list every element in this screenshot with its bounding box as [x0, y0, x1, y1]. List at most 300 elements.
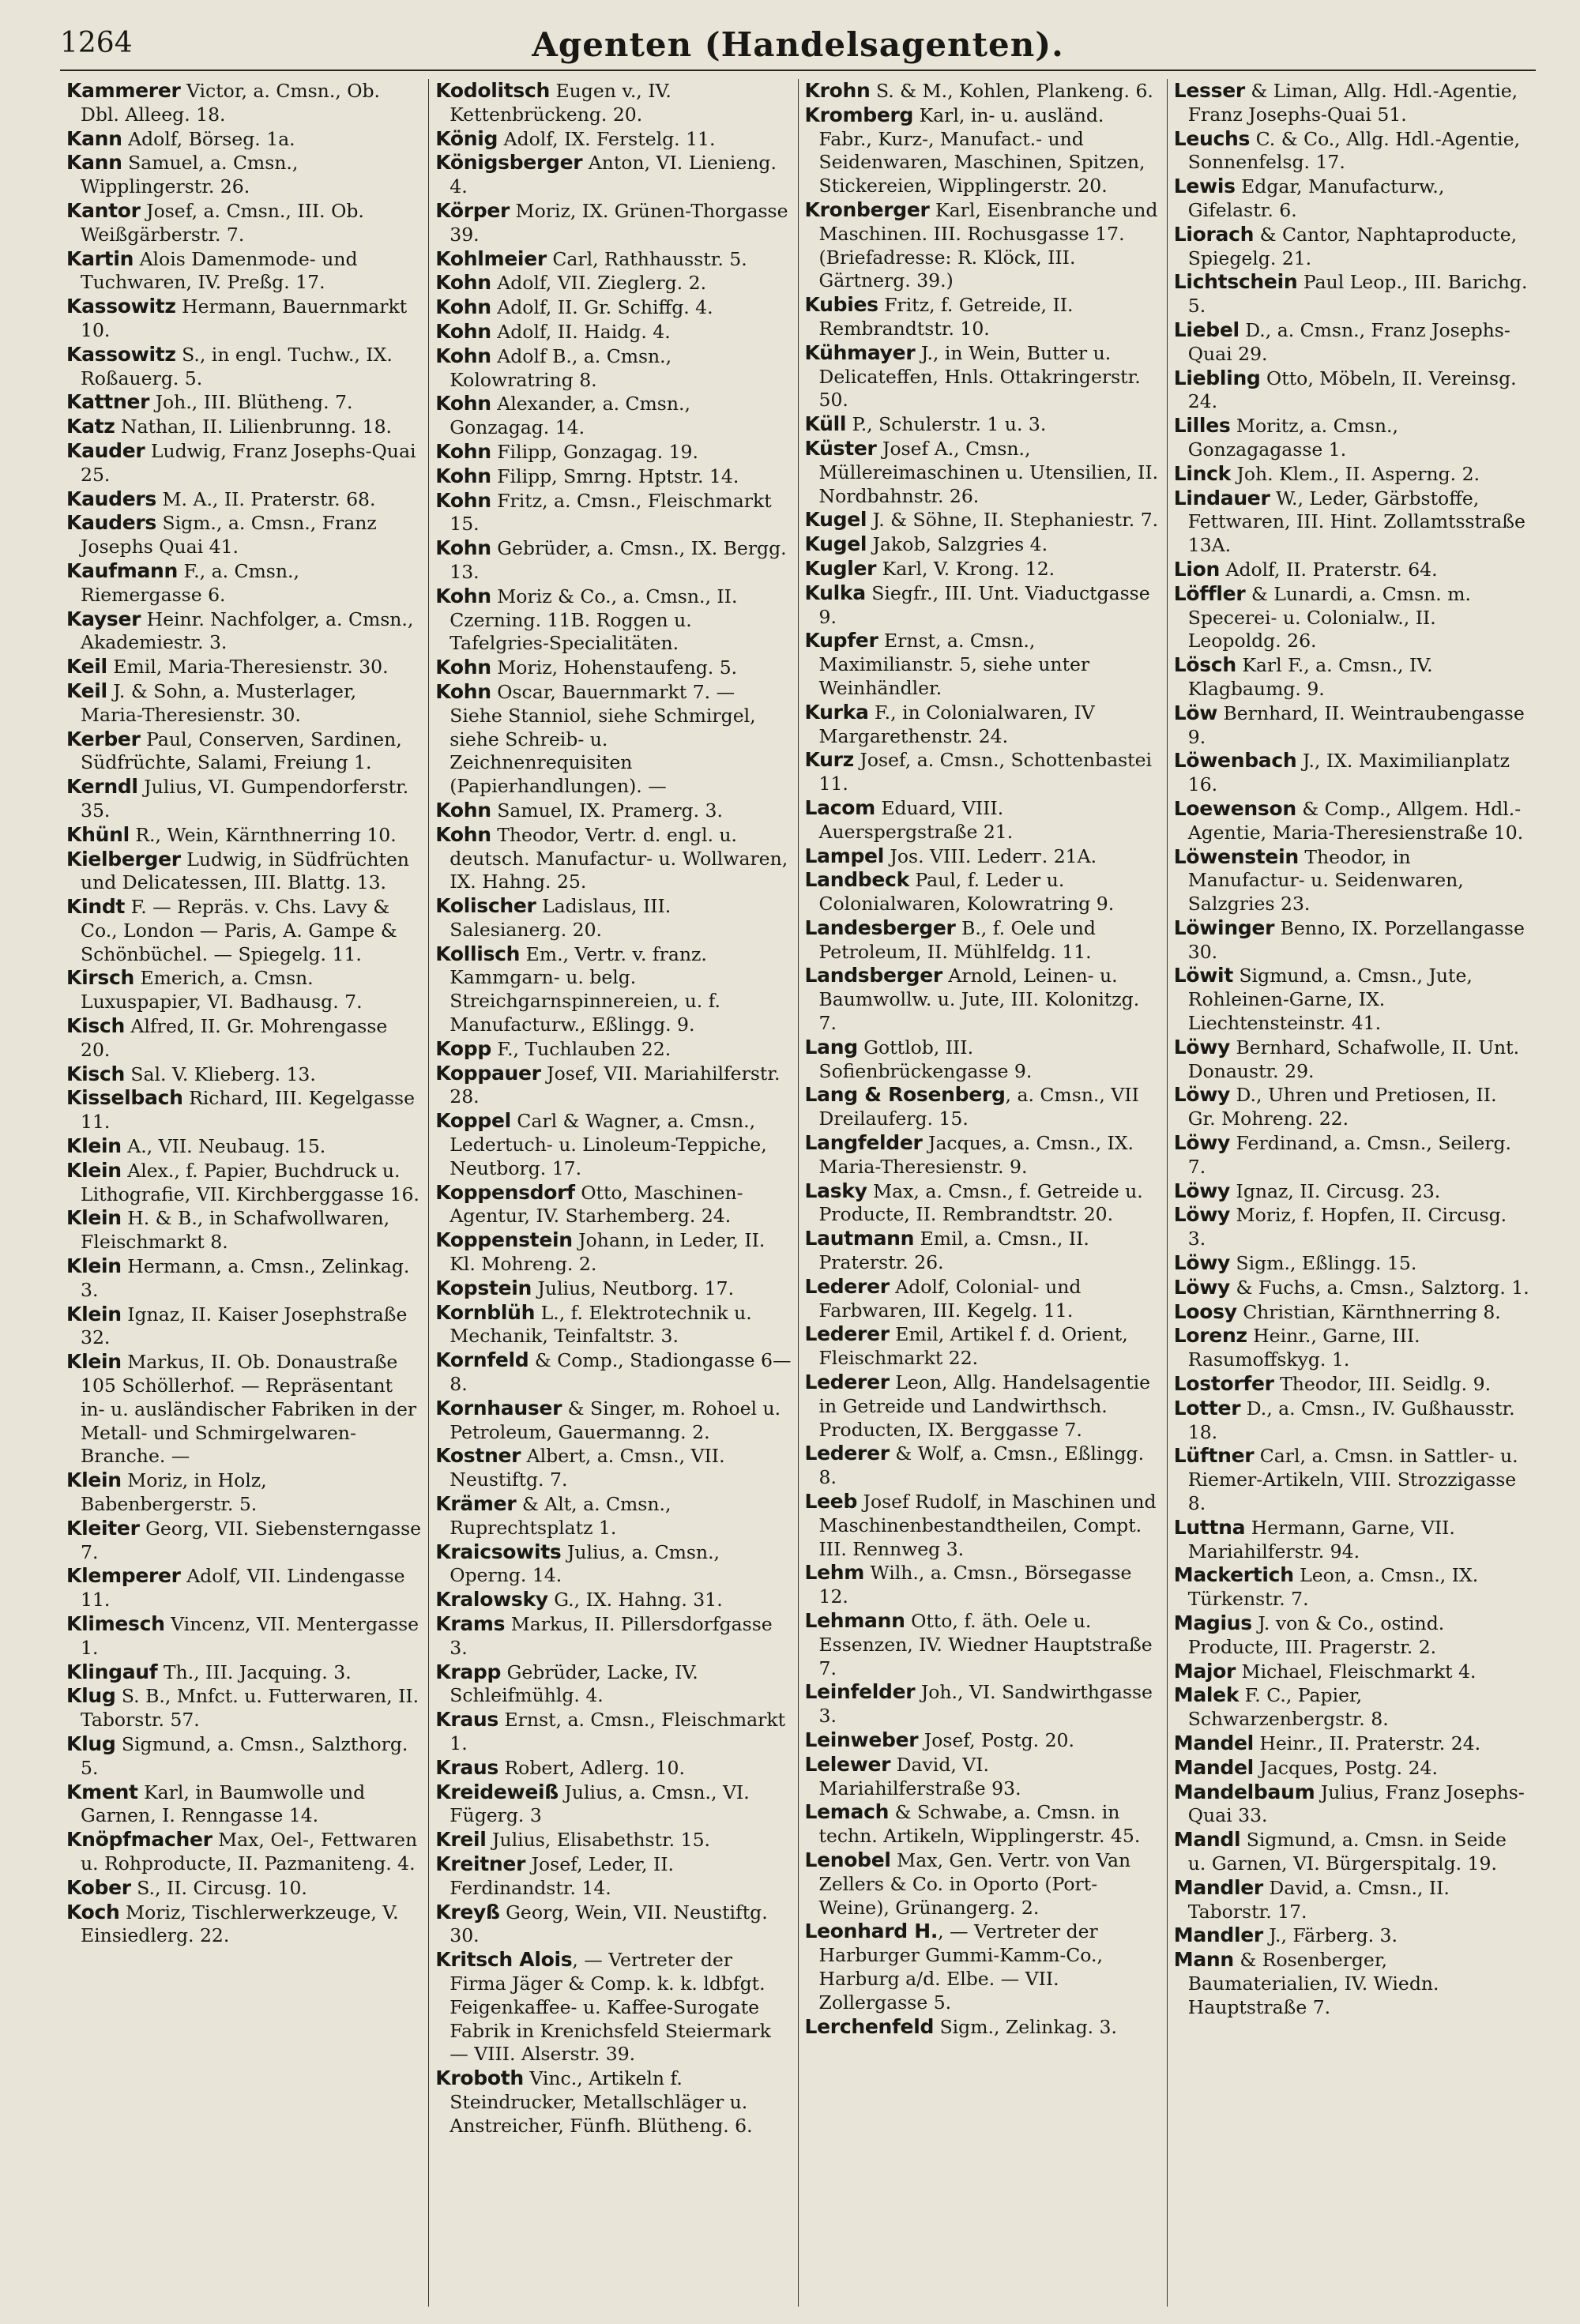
entry-name: Kisch — [66, 1062, 125, 1085]
entry-name: Kohn — [435, 822, 491, 846]
directory-entry — [1174, 653, 1529, 701]
directory-entry — [435, 1109, 791, 1180]
entry-details: Adolf, IX. Ferstelg. 11. — [498, 127, 716, 150]
entry-details: Adolf B., a. Cmsn., Kolowratring 8. — [450, 344, 672, 391]
entry-name: Lorenz — [1173, 1324, 1247, 1348]
entry-details: Bernhard, Schafwolle, II. Unt. Donaustr. 29. — [1187, 1036, 1520, 1082]
entry-name: Kronberger — [804, 197, 930, 221]
directory-entry — [435, 1228, 791, 1277]
entry-name: Mandel — [1173, 1755, 1254, 1779]
directory-entry — [805, 701, 1161, 749]
entry-details: Otto, f. äth. Oele u. Essenzen, IV. Wiedner Hauptstraße 7. — [818, 1610, 1153, 1679]
entry-name: Knöpfmacher — [66, 1828, 213, 1852]
directory-entry — [1174, 367, 1529, 415]
directory-entry — [435, 1492, 791, 1540]
directory-entry — [1174, 749, 1529, 797]
entry-name: Koppel — [435, 1109, 511, 1133]
entry-name: Kornfeld — [435, 1348, 529, 1372]
entry-name: Lemach — [804, 1800, 890, 1824]
entry-name: Kreil — [435, 1828, 487, 1852]
entry-details: Sigmund, a. Cmsn. in Seide u. Garnen, VI. Bürgerspitalg. 19. — [1187, 1829, 1507, 1875]
entry-details: Sal. V. Klieberg. 13. — [124, 1062, 316, 1085]
directory-columns — [60, 79, 1536, 2307]
directory-entry — [435, 1540, 791, 1589]
entry-details: Karl, V. Krong. 12. — [876, 557, 1055, 580]
entry-name: Malek — [1173, 1683, 1240, 1707]
entry-details: Siegfr., III. Unt. Viaductgasse 9. — [818, 581, 1150, 628]
entry-details: F., Tuchlauben 22. — [491, 1037, 672, 1060]
entry-details: W., Leder, Gärbstoffe, Fettwaren, III. Hint. Zollamtsstraße 13A. — [1187, 487, 1525, 557]
directory-entry — [1174, 1276, 1529, 1300]
entry-details: Sigm., Eßlingg. 15. — [1230, 1252, 1417, 1275]
entry-details: Otto, Möbeln, II. Vereinsg. 24. — [1187, 367, 1517, 413]
entry-details: Heinr., II. Praterstr. 24. — [1253, 1732, 1481, 1754]
entry-details: Julius, VI. Gumpendorferstr. 35. — [81, 776, 409, 822]
entry-name: Krämer — [435, 1492, 517, 1516]
directory-entry — [435, 2066, 791, 2138]
entry-details: P., Schulerstr. 1 u. 3. — [846, 413, 1047, 436]
entry-name: Lenobel — [804, 1848, 891, 1871]
entry-details: Josef, VII. Mariahilferstr. 28. — [450, 1062, 781, 1108]
directory-entry — [66, 247, 422, 295]
entry-name: Lacom — [804, 795, 875, 819]
entry-name: Landbeck — [804, 868, 909, 892]
entry-details: , a. Cmsn., VII Dreilauferg. 15. — [818, 1084, 1139, 1130]
entry-name: Kauder — [66, 438, 145, 462]
entry-name: Kohn — [435, 295, 491, 319]
entry-name: Loosy — [1173, 1299, 1237, 1323]
directory-entry — [435, 1037, 791, 1062]
directory-entry — [66, 439, 422, 487]
entry-details: & Comp., Stadiongasse 6—8. — [450, 1349, 792, 1396]
entry-details: J., Färberg. 3. — [1262, 1924, 1398, 1947]
entry-details: Hermann, Garne, VII. Mariahilferstr. 94. — [1187, 1516, 1455, 1562]
directory-entry — [66, 679, 422, 728]
entry-name: Linck — [1173, 461, 1231, 485]
directory-entry — [1174, 1444, 1529, 1515]
directory-entry — [435, 320, 791, 344]
entry-details: Ladislaus, III. Salesianerg. 20. — [450, 895, 672, 941]
entry-name: Lederer — [804, 1322, 890, 1346]
entry-details: Ignaz, II. Circusg. 23. — [1230, 1179, 1441, 1202]
entry-name: Kerndl — [66, 775, 138, 799]
directory-entry — [1174, 1036, 1529, 1084]
directory-entry — [435, 271, 791, 295]
directory-entry — [66, 1159, 422, 1207]
entry-name: Kritsch Alois — [435, 1948, 573, 1972]
directory-entry — [805, 629, 1161, 700]
entry-details: Leon, Allg. Handelsagentie in Getreide und Landwirthsch. Producten, IX. Berggasse 7. — [818, 1371, 1151, 1441]
entry-name: Krohn — [804, 79, 871, 102]
entry-details: Karl, in- u. ausländ. Fabr., Kurz-, Manufact.- und Seidenwaren, Maschinen, Spitzen, Stickereien, Wipplingerstr. 20. — [818, 103, 1146, 197]
directory-entry — [1174, 1397, 1529, 1445]
entry-details: H. & B., in Schafwollwaren, Fleischmarkt 8. — [81, 1207, 390, 1254]
column-3 — [799, 79, 1168, 2307]
directory-entry — [1174, 558, 1529, 582]
entry-name: Lehm — [804, 1561, 865, 1585]
entry-name: Koppenstein — [435, 1228, 573, 1252]
entry-name: Lilles — [1173, 414, 1231, 438]
directory-entry — [66, 199, 422, 247]
entry-name: Kugel — [804, 508, 867, 532]
directory-entry — [805, 341, 1161, 412]
entry-details: J. von & Co., ostind. Producte, III. Pragerstr. 2. — [1187, 1612, 1445, 1658]
directory-entry — [66, 1206, 422, 1254]
entry-details: Max, Oel-, Fettwaren u. Rohproducte, II. Pazmanitеng. 4. — [81, 1829, 418, 1875]
entry-details: , — Vertreter der Harburger Gummi-Kamm-Co., Harburg a/d. Elbe. — VII. Zollergasse 5. — [818, 1920, 1103, 2014]
entry-details: Paul, Conserven, Sardinen, Südfrüchte, Salami, Freiung 1. — [81, 728, 402, 774]
entry-details: Emil, Artikel f. d. Orient, Fleischmarkt 22. — [818, 1323, 1128, 1370]
directory-entry — [1174, 1372, 1529, 1397]
directory-entry — [805, 1036, 1161, 1084]
directory-entry — [805, 844, 1161, 869]
entry-details: Adolf, Börseg. 1a. — [122, 127, 295, 150]
entry-name: Kohn — [435, 319, 491, 343]
entry-name: Leeb — [804, 1490, 858, 1514]
directory-entry — [435, 79, 791, 127]
entry-details: Adolf, II. Haidg. 4. — [491, 320, 671, 343]
directory-entry — [805, 1848, 1161, 1920]
directory-entry — [66, 728, 422, 776]
entry-name: Liebling — [1173, 366, 1261, 389]
directory-entry — [66, 1134, 422, 1159]
directory-entry — [805, 532, 1161, 557]
entry-name: Kammerer — [66, 79, 181, 102]
entry-details: Moritz, a. Cmsn., Gonzagagasse 1. — [1187, 415, 1398, 461]
entry-name: Landsberger — [804, 964, 942, 987]
entry-details: Emil, a. Cmsn., II. Praterstr. 26. — [818, 1228, 1089, 1274]
directory-entry — [66, 127, 422, 152]
directory-entry — [435, 1444, 791, 1492]
entry-details: Th., III. Jacquing. 3. — [157, 1660, 352, 1683]
entry-details: Emerich, a. Cmsn. Luxuspapier, VI. Badhausg. 7. — [81, 967, 363, 1013]
directory-entry — [1174, 1683, 1529, 1732]
directory-entry — [435, 1588, 791, 1612]
entry-details: S., II. Circusg. 10. — [130, 1876, 307, 1899]
entry-name: Kugel — [804, 532, 867, 556]
entry-details: & Lunardi, a. Cmsn. m. Specerei- u. Colonialw., II. Leopoldg. 26. — [1187, 582, 1471, 652]
entry-details: & Fuchs, a. Cmsn., Salztorg. 1. — [1230, 1276, 1529, 1299]
directory-entry — [805, 2015, 1161, 2040]
directory-entry — [805, 103, 1161, 198]
directory-entry — [66, 295, 422, 343]
entry-details: Heinr. Nachfolger, a. Cmsn., Akademiestr. 3. — [81, 607, 414, 654]
entry-details: S. B., Mnfct. u. Futterwaren, II. Taborstr. 57. — [81, 1685, 419, 1732]
entry-name: Major — [1173, 1659, 1236, 1683]
directory-entry — [435, 199, 791, 247]
entry-name: Mackertich — [1173, 1563, 1294, 1587]
entry-details: Georg, Wein, VII. Neustiftg. 30. — [450, 1901, 768, 1947]
entry-details: Alexander, a. Cmsn., Gonzagag. 14. — [450, 393, 690, 439]
directory-entry — [805, 581, 1161, 630]
entry-details: F. — Repräs. v. Chs. Lavy & Co., London — Paris, A. Gampe & Schönbüchel. — Spiegelg. 11. — [81, 896, 397, 965]
directory-entry — [805, 1609, 1161, 1680]
directory-entry — [805, 1490, 1161, 1561]
entry-name: Koppauer — [435, 1061, 541, 1085]
directory-entry — [66, 1468, 422, 1517]
page-header — [60, 24, 1536, 71]
entry-details: Julius, Franz Josephs-Quai 33. — [1187, 1781, 1525, 1827]
entry-details: Julius, a. Cmsn., Operng. 14. — [450, 1540, 720, 1587]
directory-entry — [805, 964, 1161, 1035]
entry-name: Katz — [66, 415, 115, 438]
directory-entry — [66, 1254, 422, 1303]
directory-entry — [435, 1181, 791, 1229]
entry-name: Lostorfer — [1173, 1372, 1274, 1396]
entry-details: Julius, Neutborg. 17. — [532, 1277, 735, 1299]
directory-entry — [1174, 270, 1529, 318]
entry-details: Julius, Elisabethstr. 15. — [486, 1829, 710, 1852]
entry-name: Kirsch — [66, 966, 134, 990]
directory-entry — [435, 392, 791, 440]
directory-entry — [435, 151, 791, 199]
directory-entry — [805, 1920, 1161, 2014]
directory-entry — [66, 1876, 422, 1901]
entry-name: Kopstein — [435, 1276, 532, 1299]
entry-details: Fritz, f. Getreide, II. Rembrandtstr. 10. — [818, 294, 1074, 340]
entry-name: Lasky — [804, 1179, 867, 1202]
entry-name: Kielberger — [66, 847, 181, 871]
directory-entry — [1174, 223, 1529, 271]
directory-entry — [1174, 1781, 1529, 1829]
entry-name: Lautmann — [804, 1227, 915, 1250]
entry-details: C. & Co., Allg. Hdl.-Agentie, Sonnenfelsg. 17. — [1187, 127, 1521, 174]
entry-details: D., a. Cmsn., Franz Josephs-Quai 29. — [1187, 318, 1510, 365]
directory-entry — [805, 557, 1161, 581]
entry-details: Paul, f. Leder u. Colonialwaren, Kolowratring 9. — [818, 869, 1115, 916]
entry-name: Kralowsky — [435, 1588, 548, 1611]
directory-entry — [805, 198, 1161, 293]
entry-details: Gebrüder, Lacke, IV. Schleifmühlg. 4. — [450, 1660, 698, 1707]
entry-details: A., VII. Neubaug. 15. — [121, 1135, 326, 1158]
entry-details: Filipp, Gonzagag. 19. — [491, 440, 698, 463]
directory-entry — [805, 412, 1161, 437]
entry-name: Kauders — [66, 487, 157, 510]
entry-name: Kattner — [66, 390, 150, 414]
entry-details: Josef, Postg. 20. — [918, 1728, 1074, 1751]
entry-name: Kann — [66, 151, 122, 175]
entry-details: Heinr., Garne, III. Rasumoffskyg. 1. — [1187, 1325, 1420, 1371]
entry-details: Adolf, VII. Zieglerg. 2. — [491, 272, 707, 295]
entry-name: Lösch — [1173, 653, 1236, 677]
directory-entry — [1174, 1828, 1529, 1876]
entry-name: Küll — [804, 412, 847, 436]
entry-name: Mandelbaum — [1173, 1780, 1315, 1803]
entry-name: Kugler — [804, 556, 877, 580]
entry-name: Leinfelder — [804, 1680, 916, 1704]
entry-name: Kisselbach — [66, 1086, 183, 1110]
entry-details: Paul Leop., III. Barichg. 5. — [1187, 271, 1528, 318]
entry-details: Johann, in Leder, II. Kl. Mohreng. 2. — [450, 1229, 766, 1276]
directory-entry — [805, 1083, 1161, 1131]
entry-name: Lewis — [1173, 175, 1236, 198]
entry-name: Kohn — [435, 464, 491, 487]
directory-entry — [66, 151, 422, 199]
directory-entry — [66, 1828, 422, 1876]
entry-name: Keil — [66, 655, 107, 679]
entry-name: Mandl — [1173, 1828, 1241, 1852]
entry-name: Kassowitz — [66, 295, 176, 318]
entry-details: Karl F., a. Cmsn., IV. Klagbaumg. 9. — [1187, 654, 1433, 700]
entry-name: Kleiter — [66, 1516, 140, 1540]
directory-entry — [66, 559, 422, 607]
entry-details: J., in Wein, Butter u. Delicateffen, Hnls. Ottakringerstr. 50. — [818, 341, 1141, 412]
entry-name: Klug — [66, 1732, 116, 1755]
entry-name: Löwy — [1173, 1083, 1231, 1107]
directory-entry — [1174, 79, 1529, 127]
directory-entry — [805, 796, 1161, 844]
directory-entry — [66, 823, 422, 848]
entry-details: Edgar, Manufacturw., Gifelastr. 6. — [1187, 175, 1445, 221]
entry-details: Eugen v., IV. Kettenbrückeng. 20. — [450, 80, 672, 126]
entry-details: Theodor, Vertr. d. engl. u. deutsch. Manufactur- u. Wollwaren, IX. Hahng. 25. — [450, 823, 788, 893]
entry-details: Oscar, Bauernmarkt 7. — Siehe Stanniol, siehe Schmirgel, siehe Schreib- u. Zeichnenrequisiten (Papierhandlungen). — — [450, 680, 756, 798]
entry-name: Löwy — [1173, 1179, 1231, 1202]
directory-entry — [435, 247, 791, 272]
entry-details: F. C., Papier, Schwarzenbergstr. 8. — [1187, 1684, 1389, 1731]
entry-details: J., IX. Maximilianplatz 16. — [1187, 750, 1510, 796]
directory-entry — [1174, 487, 1529, 558]
entry-name: Kartin — [66, 246, 134, 270]
entry-name: Koppensdorf — [435, 1180, 575, 1204]
entry-name: Mandler — [1173, 1924, 1263, 1947]
directory-entry — [435, 295, 791, 320]
entry-name: Mann — [1173, 1948, 1234, 1972]
entry-name: Löwy — [1173, 1275, 1231, 1299]
directory-entry — [1174, 1611, 1529, 1660]
directory-entry — [1174, 1660, 1529, 1684]
entry-name: Koch — [66, 1900, 120, 1924]
directory-entry — [435, 1756, 791, 1781]
entry-name: Kassowitz — [66, 342, 176, 366]
entry-name: Kornblüh — [435, 1300, 536, 1324]
entry-details: Moriz, Hohenstaufeng. 5. — [491, 656, 738, 679]
entry-details: Jos. VIII. Lederг. 21A. — [883, 844, 1097, 867]
entry-details: Jacques, a. Cmsn., IX. Maria-Theresienstr. 9. — [818, 1132, 1134, 1178]
directory-entry — [1174, 127, 1529, 175]
directory-entry — [805, 1680, 1161, 1728]
entry-details: Alois Damenmode- und Tuchwaren, IV. Preßg. 17. — [81, 247, 358, 294]
directory-entry — [805, 293, 1161, 341]
directory-entry — [435, 1852, 791, 1901]
entry-details: Vincenz, VII. Mentergasse 1. — [81, 1613, 419, 1659]
entry-details: Moriz, in Holz, Babenbergerstr. 5. — [81, 1469, 267, 1516]
directory-entry — [66, 390, 422, 415]
directory-entry — [66, 1062, 422, 1087]
entry-details: Sigmund, a. Cmsn., Jute, Rohleinen-Garne, IX. Liechtensteinstr. 41. — [1187, 965, 1473, 1035]
entry-details: F., a. Cmsn., Riemergasse 6. — [81, 559, 299, 606]
entry-name: Kurka — [804, 700, 869, 724]
entry-details: L., f. Elektrotechnik u. Mechanik, Teinfaltstr. 3. — [450, 1301, 752, 1348]
entry-details: Adolf, II. Gr. Schiffg. 4. — [491, 296, 713, 319]
directory-entry — [66, 655, 422, 679]
entry-details: Ludwig, Franz Josephs-Quai 25. — [81, 439, 416, 486]
entry-name: Lehmann — [804, 1609, 905, 1632]
directory-entry — [66, 1901, 422, 1949]
page-title: Agenten (Handelsagenten). — [532, 25, 1064, 64]
entry-details: Carl, a. Cmsn. in Sattler- u. Riemer-Artikeln, VIII. Strozzigasse 8. — [1187, 1445, 1518, 1515]
entry-name: Körper — [435, 198, 510, 222]
entry-name: Löwinger — [1173, 916, 1275, 939]
entry-details: M. A., II. Praterstr. 68. — [156, 487, 376, 510]
entry-name: Langfelder — [804, 1131, 923, 1155]
directory-entry — [1174, 1300, 1529, 1325]
entry-details: Karl, in Baumwolle und Garnen, I. Renngasse 14. — [81, 1781, 366, 1827]
entry-name: Kohn — [435, 439, 491, 463]
entry-name: Lederer — [804, 1442, 890, 1465]
entry-details: Leon, a. Cmsn., IX. Türkenstr. 7. — [1187, 1564, 1479, 1611]
directory-entry — [1174, 1563, 1529, 1611]
directory-entry — [66, 415, 422, 439]
directory-entry — [1174, 1083, 1529, 1131]
entry-name: Kohn — [435, 392, 491, 416]
entry-details: Theodor, III. Seidlg. 9. — [1273, 1373, 1492, 1396]
entry-details: & Singer, m. Rohoel u. Petroleum, Gauermanng. 2. — [450, 1397, 781, 1443]
entry-details: Joh., III. Blütheng. 7. — [149, 391, 353, 414]
entry-name: Kraus — [435, 1708, 499, 1732]
entry-details: Nathan, II. Lilienbrunng. 18. — [115, 416, 392, 438]
directory-entry — [66, 895, 422, 966]
entry-name: Löwy — [1173, 1131, 1231, 1155]
entry-name: Kober — [66, 1875, 131, 1899]
directory-entry — [435, 1277, 791, 1301]
entry-details: Moriz, Tischlerwerkzeuge, V. Einsiedlerg. 22. — [81, 1901, 399, 1947]
directory-entry — [1174, 964, 1529, 1035]
entry-details: Hermann, a. Cmsn., Zelinkag. 3. — [81, 1255, 410, 1301]
entry-details: Alfred, II. Gr. Mohrengasse 20. — [81, 1015, 388, 1061]
entry-details: & Wolf, a. Cmsn., Eßlingg. 8. — [818, 1442, 1145, 1489]
directory-entry — [66, 1350, 422, 1468]
entry-details: Eduard, VIII. Auerspergstraße 21. — [818, 796, 1014, 843]
entry-name: Kment — [66, 1780, 138, 1803]
directory-entry — [435, 464, 791, 489]
directory-entry — [66, 1612, 422, 1660]
directory-entry — [435, 489, 791, 537]
directory-entry — [1174, 582, 1529, 653]
entry-name: Kantor — [66, 198, 141, 222]
entry-details: Ernst, a. Cmsn., Fleischmarkt 1. — [450, 1709, 786, 1754]
entry-name: Klug — [66, 1684, 116, 1708]
entry-name: Keil — [66, 679, 107, 702]
directory-entry — [66, 1014, 422, 1062]
directory-entry — [66, 1303, 422, 1351]
entry-name: Löw — [1173, 701, 1218, 724]
entry-details: Moriz, f. Hopfen, II. Circusg. 3. — [1187, 1204, 1507, 1250]
entry-name: Lindauer — [1173, 486, 1270, 510]
entry-name: Kohn — [435, 584, 491, 607]
entry-details: Ignaz, II. Kaiser Josephstraße 32. — [81, 1303, 408, 1349]
entry-name: Klein — [66, 1134, 122, 1158]
entry-details: , — Vertreter der Firma Jäger & Comp. k. k. ldbfgt. Feigenkaffee- u. Kaffee-Surogate Fabrik in Krenichsfeld Steiermark — VIII. Alserstr. 39. — [450, 1949, 771, 2066]
directory-entry — [66, 1732, 422, 1781]
directory-entry — [1174, 1516, 1529, 1564]
entry-details: Adolf, II. Praterstr. 64. — [1220, 558, 1438, 581]
entry-name: Kaufmann — [66, 558, 179, 582]
entry-name: Klingauf — [66, 1660, 158, 1683]
entry-details: Vinc., Artikeln f. Steindrucker, Metallschläger u. Anstreicher, Fünfh. Blütheng. 6. — [450, 2067, 753, 2137]
entry-details: Alex., f. Papier, Buchdruck u. Lithografie, VII. Kirchberggasse 16. — [81, 1159, 419, 1205]
entry-name: König — [435, 126, 498, 150]
entry-details: Ernst, a. Cmsn., Maximilianstr. 5, siehe unter Weinhändler. — [818, 630, 1090, 699]
directory-entry — [1174, 175, 1529, 223]
entry-details: Sigm., a. Cmsn., Franz Josephs Quai 41. — [81, 512, 377, 558]
entry-name: Kostner — [435, 1444, 521, 1468]
directory-entry — [805, 1227, 1161, 1275]
directory-entry — [1174, 1203, 1529, 1251]
directory-entry — [805, 1322, 1161, 1371]
entry-details: Christian, Kärnthnerring 8. — [1236, 1300, 1501, 1323]
entry-name: Klein — [66, 1254, 122, 1278]
